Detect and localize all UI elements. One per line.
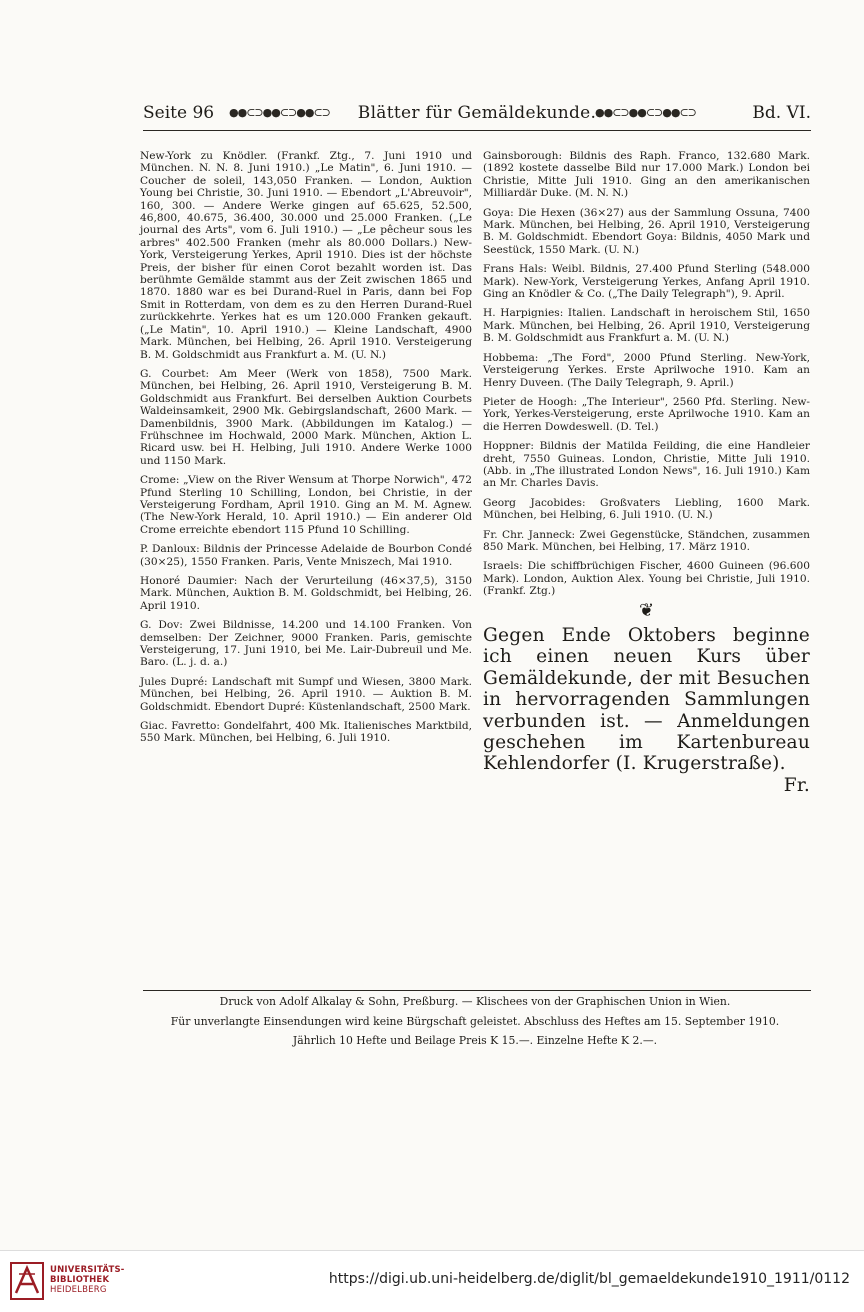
- submission-notice: Für unverlangte Einsendungen wird keine Bürgschaft geleistet. Abschluss des Heftes am 15. September 1910.: [170, 1015, 780, 1028]
- header-ornament-right: ●●⊂⊃●●⊂⊃●●⊂⊃: [595, 106, 696, 119]
- entry-paragraph: Goya: Die Hexen (36×27) aus der Sammlung Ossuna, 7400 Mark. München, bei Helbing, 26. April 1910, Versteigerung B. M. Goldschmidt. Ebendort Goya: Bildnis, 4050 Mark und Seestück, 1550 Mark. (U. N.): [483, 206, 810, 256]
- entry-paragraph: Israels: Die schiffbrüchigen Fischer, 4600 Guineen (96.600 Mark). London, Auktion Alex. Young bei Christie, Juli 1910. (Frankf. Ztg.): [483, 560, 810, 598]
- announcement: [483, 625, 810, 796]
- header-ornament-left: ●●⊂⊃●●⊂⊃●●⊂⊃: [229, 106, 330, 119]
- entry-paragraph: Giac. Favretto: Gondelfahrt, 400 Mk. Italienisches Marktbild, 550 Mark. München, bei Helbing, 6. Juli 1910.: [140, 720, 472, 745]
- subscription-price: Jährlich 10 Hefte und Beilage Preis K 15.—. Einzelne Hefte K 2.—.: [292, 1034, 658, 1047]
- journal-title: Blätter für Gemäldekunde.: [357, 103, 597, 123]
- entry-paragraph: Hoppner: Bildnis der Matilda Feilding, die eine Handleier dreht, 7550 Guineas. London, Christie, Mitte Juli 1910. (Abb. in „The illustrated London News", 16. Juli 1910.) Kam an Mr. Charles Davis.: [483, 440, 810, 490]
- entry-paragraph: H. Harpignies: Italien. Landschaft in heroischem Stil, 1650 Mark. München, bei Helbing, 26. April 1910, Versteigerung B. M. Goldschmidt aus Frankfurt a. M. (U. N.): [483, 307, 810, 345]
- page-number: Seite 96: [143, 103, 215, 123]
- announcement-text: Gegen Ende Oktobers beginne ich einen neuen Kurs über Gemäldekunde, der mit Besuchen in hervorragenden Sammlungen verbunden ist. — Anmeldungen geschehen im Kartenbureau Kehlendorfer (I. Krugerstraße).: [483, 625, 810, 775]
- right-column: [483, 150, 810, 796]
- entry-paragraph: Honoré Daumier: Nach der Verurteilung (46×37,5), 3150 Mark. München, Auktion B. M. Goldschmidt, bei Helbing, 26. April 1910.: [140, 575, 472, 612]
- left-column: [140, 150, 472, 752]
- printer-credit: Druck von Adolf Alkalay & Sohn, Preßburg. — Klischees von der Graphischen Union in Wien.: [219, 995, 731, 1008]
- library-logo-icon[interactable]: [10, 1262, 44, 1300]
- entry-paragraph: Frans Hals: Weibl. Bildnis, 27.400 Pfund Sterling (548.000 Mark). New-York, Versteigerung Yerkes, Anfang April 1910. Ging an Knödler & Co. („The Daily Telegraph"), 9. April.: [483, 263, 810, 301]
- entry-paragraph: Hobbema: „The Ford", 2000 Pfund Sterling. New-York, Versteigerung Yerkes. Erste Aprilwoche 1910. Kam an Henry Duveen. (The Daily Telegraph, 9. April.): [483, 351, 810, 389]
- footer-rule: [143, 990, 811, 991]
- entry-paragraph: Georg Jacobides: Großvaters Liebling, 1600 Mark. München, bei Helbing, 6. Juli 1910. (U. N.): [483, 496, 810, 522]
- library-name: [50, 1265, 125, 1295]
- entry-paragraph: Jules Dupré: Landschaft mit Sumpf und Wiesen, 3800 Mark. München, bei Helbing, 26. April 1910. — Auktion B. M. Goldschmidt. Ebendort Dupré: Küstenlandschaft, 2500 Mark.: [140, 675, 472, 713]
- viewer-footer-bar: [0, 1250, 864, 1312]
- running-header: [143, 100, 811, 126]
- entry-paragraph: Fr. Chr. Janneck: Zwei Gegenstücke, Ständchen, zusammen 850 Mark. München, bei Helbing, 17. März 1910.: [483, 528, 810, 553]
- library-name-line1: UNIVERSITÄTS-: [50, 1265, 125, 1275]
- entry-paragraph: Gainsborough: Bildnis des Raph. Franco, 132.680 Mark. (1892 kostete dasselbe Bild nur 17.000 Mark.) London bei Christie, Mitte Juli 1910. Ging an den amerikanischen Milliardär Duke. (M. N. N.): [483, 150, 810, 200]
- announcement-signature: Fr.: [783, 774, 810, 796]
- entry-paragraph: Pieter de Hoogh: „The Interieur", 2560 Pfd. Sterling. New-York, Yerkes-Versteigerung, erste Aprilwoche 1910. Kam an die Herren Dowdeswell. (D. Tel.): [483, 395, 810, 433]
- entry-paragraph: New-York zu Knödler. (Frankf. Ztg., 7. Juni 1910 und München. N. N. 8. Juni 1910.) „Le Matin", 6. Juni 1910. — Coucher de soleil, 143,050 Franken. — London, Auktion Young bei Christie, 30. Juni 1910. — Ebendort „L'Abreuvoir", 160, 300. — Andere Werke gingen auf 65.625, 52.500, 46,800, 40.675, 36.400, 30.000 und 25.000 Franken. („Le journal des Arts", vom 6. Juli 1910.) — „Le pêcheur sous les arbres" 402.500 Franken (mehr als 80.000 Dollars.) New-York, Versteigerung Yerkes, April 1910. Dies ist der höchste Preis, der bisher für einen Corot bezahlt worden ist. Das berühmte Gemälde stammt aus der Zeit zwischen 1865 und 1870. 1880 war es bei Durand-Ruel in Paris, dann bei Fop Smit in Rotterdam, von dem es zu den Herren Durand-Ruel zurückkehrte. Yerkes hat es um 120.000 Franken gekauft. („Le Matin", 10. April 1910.) — Kleine Landschaft, 4900 Mark. München, bei Helbing, 26. April 1910. Versteigerung B. M. Goldschmidt aus Frankfurt a. M. (U. N.): [140, 150, 472, 361]
- header-rule: [143, 130, 811, 131]
- volume-number: Bd. VI.: [752, 103, 811, 123]
- library-name-line3: HEIDELBERG: [50, 1285, 107, 1295]
- library-name-line2: BIBLIOTHEK: [50, 1275, 110, 1285]
- entry-paragraph: P. Danloux: Bildnis der Princesse Adelaide de Bourbon Condé (30×25), 1550 Franken. Paris, Vente Mniszech, Mai 1910.: [140, 543, 472, 568]
- fleuron-ornament: ❦: [638, 599, 655, 621]
- entry-paragraph: G. Courbet: Am Meer (Werk von 1858), 7500 Mark. München, bei Helbing, 26. April 1910, Versteigerung B. M. Goldschmidt aus Frankfurt. Bei derselben Auktion Courbets Waldeinsamkeit, 2900 Mk. Gebirgslandschaft, 2600 Mark. — Damenbildnis, 3900 Mark. (Abbildungen im Katalog.) — Frühschnee im Hochwald, 2000 Mark. München, Aktion L. Ricard usw. bei H. Helbing, Juli 1910. Andere Werke 1000 und 1150 Mark.: [140, 367, 472, 467]
- permalink-url[interactable]: https://digi.ub.uni-heidelberg.de/diglit/bl_gemaeldekunde1910_1911/0112: [328, 1271, 850, 1287]
- entry-paragraph: Crome: „View on the River Wensum at Thorpe Norwich", 472 Pfund Sterling 10 Schilling, London, bei Christie, in der Versteigerung Fordham, April 1910. Ging an M. M. Agnew. (The New-York Herald, 10. April 1910.) — Ein anderer Old Crome erreichte ebendort 115 Pfund 10 Schilling.: [140, 474, 472, 536]
- entry-paragraph: G. Dov: Zwei Bildnisse, 14.200 und 14.100 Franken. Von demselben: Der Zeichner, 9000 Franken. Paris, gemischte Versteigerung, 17. Juni 1910, bei Me. Lair-Dubreuil und Me. Baro. (L. j. d. a.): [140, 619, 472, 669]
